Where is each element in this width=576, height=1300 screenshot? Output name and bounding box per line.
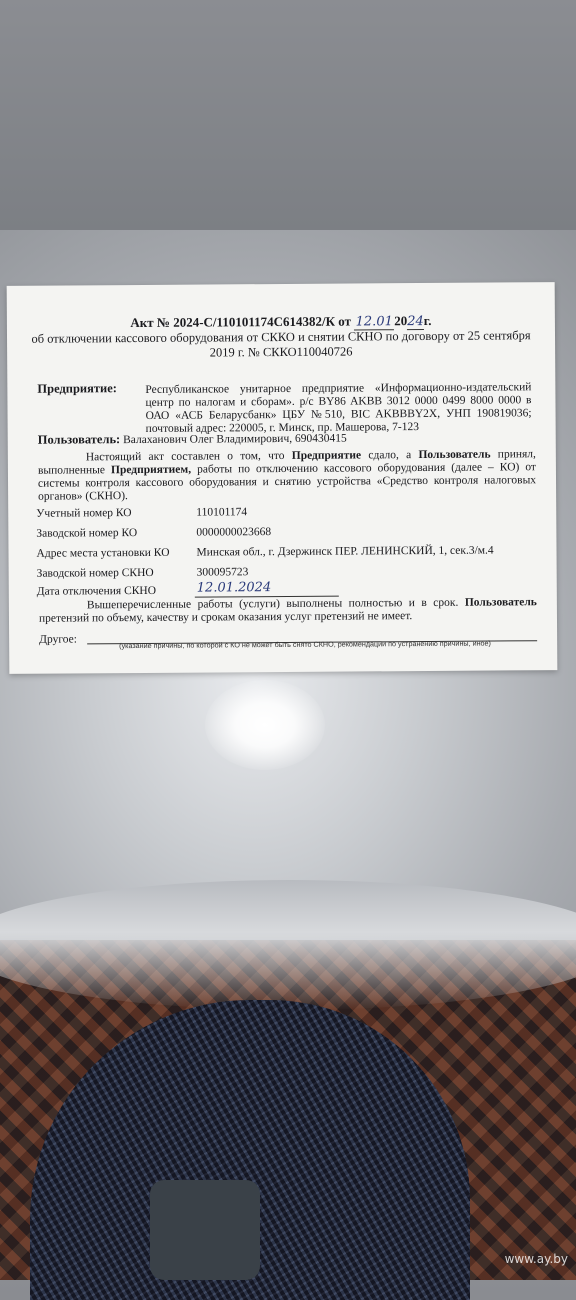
title-year-handwritten: 24 [407,314,424,330]
field-value-address: Минская обл., г. Дзержинск ПЕР. ЛЕНИНСКИЙ, 1, сек.3/м.4 [196,544,494,559]
title-prefix: Акт № 2024-С/110101174С614382/К от [130,313,352,331]
enterprise-details: Республиканское унитарное предприятие «Информационно-издательский центр по налогам и сборам». р/с BY86 AKBB 3012 0000 0499 8000 0000 в ОАО «АСБ Беларусбанк» ЦБУ №510, BIC AKBBBY2X, УНП 190819036; почтовый адрес: 220005, г. Минск, пр. Машерова, 7-123 [145,381,532,435]
shoe [150,1180,260,1280]
field-value-disconnect-date: 12.01.2024 [196,580,272,596]
other-label: Другое: [39,633,77,646]
title-year-prefix: 20 [394,313,408,329]
field-value-account-number: 110101174 [196,506,248,519]
title-date-handwritten: 12.01 [355,314,393,330]
field-label-account-number: Учетный номер КО [36,507,132,520]
user-label: Пользователь: [37,432,121,447]
light-glare [205,680,325,770]
document-subtitle: об отключении кассового оборудования от СККО и снятии СКНО по договору от 25 сентября 2019 г. № СККО110040726 [31,328,531,360]
intro-paragraph: Настоящий акт составлен о том, что Предприятие сдало, а Пользователь принял, выполненные Предприятием, работы по отключению кассового оборудования (далее – КО) от системы контроля кассового оборудования и снятию устройства «Средство контроля налоговых органов» (СКНО). [37,448,537,503]
enterprise-label: Предприятие: [37,381,117,396]
user-value: Валаханович Олег Владимирович, 690430415 [123,432,347,447]
closing-paragraph: Вышеперечисленные работы (услуги) выполнены полностью и в срок. Пользователь претензий по объему, качеству и срокам оказания услуг претензий не имеет. [38,596,537,625]
watermark: www.ay.by [504,1252,568,1266]
field-label-skno-number: Заводской номер СКНО [36,566,154,580]
field-value-skno-number: 300095723 [196,566,249,579]
other-note: (указание причины, по которой с КО не может быть снято СКНО, рекомендации по устранению причины, иное) [119,638,491,651]
field-label-disconnect-date: Дата отключения СКНО [36,584,157,598]
title-suffix: г. [423,312,432,329]
user-line [38,430,538,447]
field-value-serial-number: 0000000023668 [196,526,272,539]
act-document [7,282,558,674]
field-label-address: Адрес места установки КО [36,546,170,560]
table-edge [0,880,576,1010]
field-label-serial-number: Заводской номер КО [36,527,138,540]
